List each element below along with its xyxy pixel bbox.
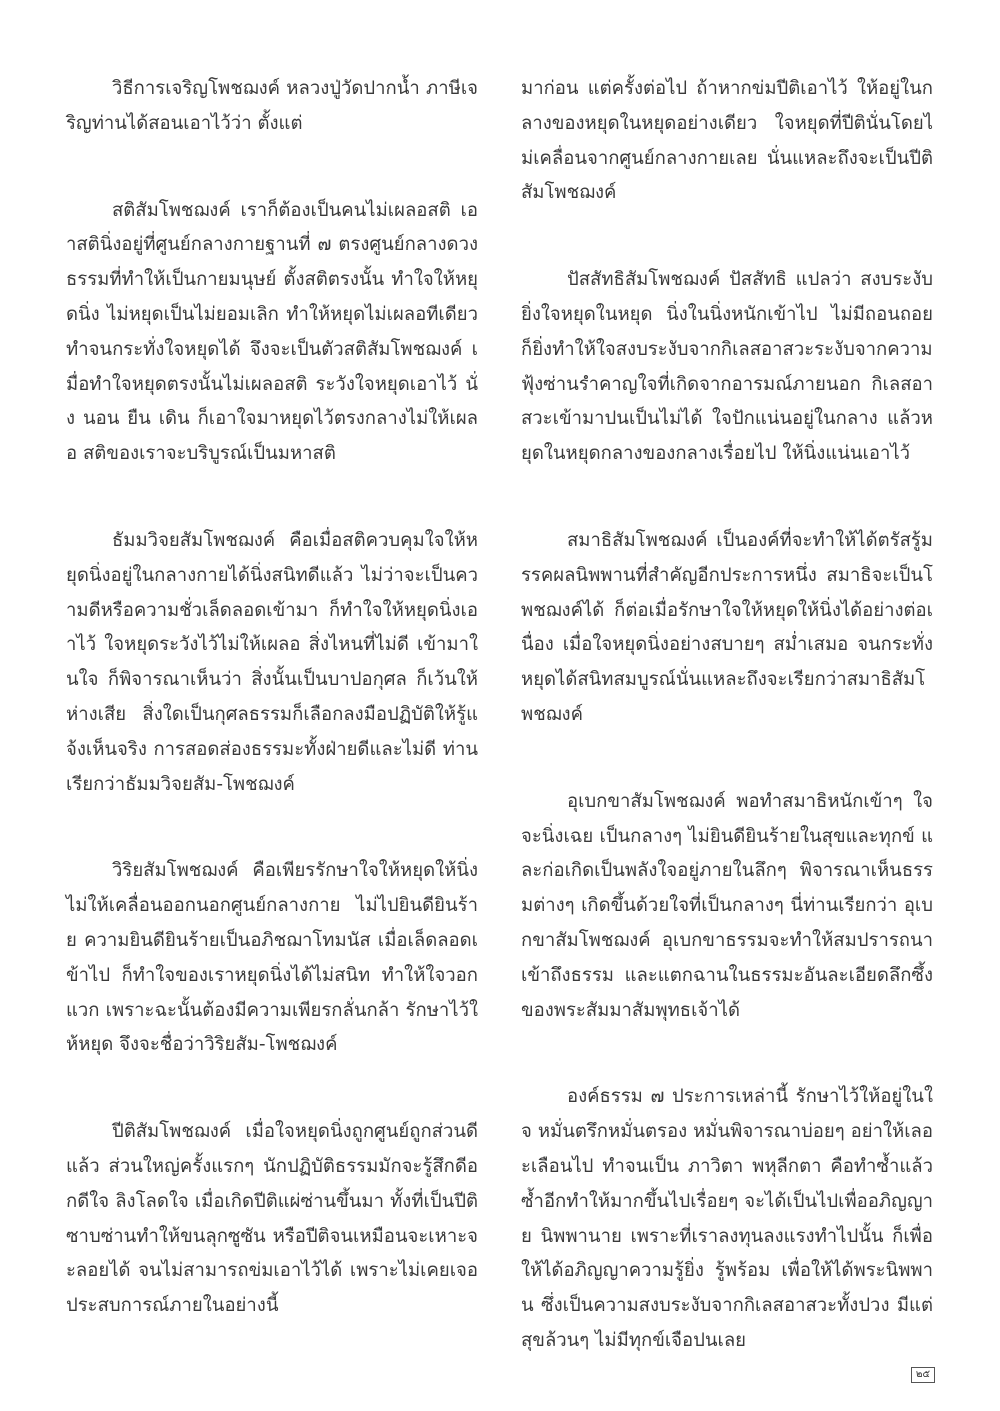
paragraph-upekkha: อุเบกขาสัมโพชฌงค์ พอทำสมาธิหนักเข้าๆ ใจจะนิ่งเฉย เป็นกลางๆ ไม่ยินดียินร้ายในสุขและทุกข์ และก่อเกิดเป็นพลังใจอยู่ภายในลึกๆ พิจารณาเห็นธรรมต่างๆ เกิดขึ้นด้วยใจที่เป็นกลางๆ นี่ท่านเรียกว่า อุเบกขาสัมโพชฌงค์ อุเบกขาธรรมจะทำให้สมปรารถนา เข้าถึงธรรม และแตกฉานในธรรมะอันละเอียดลึกซึ้งของพระสัมมาสัมพุทธเจ้าได้ — [521, 790, 933, 1021]
paragraph-piti: ปีติสัมโพชฌงค์ เมื่อใจหยุดนิ่งถูกศูนย์ถูกส่วนดีแล้ว ส่วนใหญ่ครั้งแรกๆ นักปฏิบัติธรรมมักจะรู้สึกดีอกดีใจ ลิงโลดใจ เมื่อเกิดปีติแผ่ซ่านขึ้นมา ทั้งที่เป็นปีติซาบซ่านทำให้ขนลุกซูซัน หรือปีติจนเหมือนจะเหาะจะลอยได้ จนไม่สามารถข่มเอาไว้ได้ เพราะไม่เคยเจอประสบการณ์ภายในอย่างนี้ — [66, 1121, 478, 1317]
left-column — [66, 72, 478, 1376]
paragraph-method-intro: วิธีการเจริญโพชฌงค์ หลวงปู่วัดปากน้ำ ภาษีเจริญท่านได้สอนเอาไว้ว่า ตั้งแต่ — [66, 78, 478, 134]
paragraph-dhammavicaya: ธัมมวิจยสัมโพชฌงค์ คือเมื่อสติควบคุมใจให้หยุดนิ่งอยู่ในกลางกายได้นิ่งสนิทดีแล้ว ไม่ว่าจะเป็นความดีหรือความชั่วเล็ดลอดเข้ามา ก็ทำใจให้หยุดนิ่งเอาไว้ ใจหยุดระวังไว้ไม่ให้เผลอ สิ่งไหนที่ไม่ดี เข้ามาในใจ ก็พิจารณาเห็นว่า สิ่งนั้นเป็นบาปอกุศล ก็เว้นให้ห่างเสีย สิ่งใดเป็นกุศลธรรมก็เลือกลงมือปฏิบัติให้รู้แจ้งเห็นจริง การสอดส่องธรรมะทั้งฝ่ายดีและไม่ดี ท่านเรียกว่าธัมมวิจยสัม-โพชฌงค์ — [66, 529, 478, 795]
paragraph-passaddhi: ปัสสัทธิสัมโพชฌงค์ ปัสสัทธิ แปลว่า สงบระงับ ยิ่งใจหยุดในหยุด นิ่งในนิ่งหนักเข้าไป ไม่มีถอนถอย ก็ยิ่งทำให้ใจสงบระงับจากกิเลสอาสวะระงับจากความฟุ้งซ่านรำคาญใจที่เกิดจากอารมณ์ภายนอก กิเลสอาสวะเข้ามาปนเป็นไม่ได้ ใจปักแน่นอยู่ในกลาง แล้วหยุดในหยุดกลางของกลางเรื่อยไป ให้นิ่งแน่นเอาไว้ — [521, 269, 933, 465]
paragraph-viriya: วิริยสัมโพชฌงค์ คือเพียรรักษาใจให้หยุดให้นิ่ง ไม่ให้เคลื่อนออกนอกศูนย์กลางกาย ไม่ไปยินดียินร้าย ความยินดียินร้ายเป็นอภิชฌาโทมนัส เมื่อเล็ดลอดเข้าไป ก็ทำใจของเราหยุดนิ่งได้ไม่สนิท ทำให้ใจวอกแวก เพราะฉะนั้นต้องมีความเพียรกลั่นกล้า รักษาไว้ให้หยุด จึงจะชื่อว่าวิริยสัม-โพชฌงค์ — [66, 860, 478, 1056]
paragraph-seven-factors: องค์ธรรม ๗ ประการเหล่านี้ รักษาไว้ให้อยู่ในใจ หมั่นตรึกหมั่นตรอง หมั่นพิจารณาบ่อยๆ อย่าให้เลอะเลือนไป ทำจนเป็น ภาวิตา พหุลีกตา คือทำซ้ำแล้วซ้ำอีกทำให้มากขึ้นไปเรื่อยๆ จะได้เป็นไปเพื่ออภิญญาย นิพพานาย เพราะที่เราลงทุนลงแรงทำไปนั้น ก็เพื่อให้ได้อภิญญาความรู้ยิ่ง รู้พร้อม เพื่อให้ได้พระนิพพาน ซึ่งเป็นความสงบระงับจากกิเลสอาสวะทั้งปวง มีแต่สุขล้วนๆ ไม่มีทุกข์เจือปนเลย — [521, 1086, 933, 1351]
paragraph-piti-continued: มาก่อน แต่ครั้งต่อไป ถ้าหากข่มปีติเอาไว้ ให้อยู่ในกลางของหยุดในหยุดอย่างเดียว ใจหยุดที่ปีตินั่นโดยไม่เคลื่อนจากศูนย์กลางกายเลย นั่นแหละถึงจะเป็นปีติสัมโพชฌงค์ — [521, 78, 933, 204]
page-number: ๒๕ — [911, 1367, 935, 1383]
right-column — [521, 72, 933, 1411]
paragraph-samadhi: สมาธิสัมโพชฌงค์ เป็นองค์ที่จะทำให้ได้ตรัสรู้มรรคผลนิพพานที่สำคัญอีกประการหนึ่ง สมาธิจะเป็นโพชฌงค์ได้ ก็ต่อเมื่อรักษาใจให้หยุดให้นิ่งได้อย่างต่อเนื่อง เมื่อใจหยุดนิ่งอย่างสบายๆ สม่ำเสมอ จนกระทั่งหยุดได้สนิทสมบูรณ์นั่นแหละถึงจะเรียกว่าสมาธิสัมโพชฌงค์ — [521, 529, 933, 725]
paragraph-sati: สติสัมโพชฌงค์ เราก็ต้องเป็นคนไม่เผลอสติ เอาสตินิ่งอยู่ที่ศูนย์กลางกายฐานที่ ๗ ตรงศูนย์กลางดวงธรรมที่ทำให้เป็นกายมนุษย์ ตั้งสติตรงนั้น ทำใจให้หยุดนิ่ง ไม่หยุดเป็นไม่ยอมเลิก ทำให้หยุดไม่เผลอทีเดียว ทำจนกระทั่งใจหยุดได้ จึงจะเป็นตัวสติสัมโพชฌงค์ เมื่อทำใจหยุดตรงนั้นไม่เผลอสติ ระวังใจหยุดเอาไว้ นั่ง นอน ยืน เดิน ก็เอาใจมาหยุดไว้ตรงกลางไม่ให้เผลอ สติของเราจะบริบูรณ์เป็นมหาสติ — [66, 199, 478, 465]
